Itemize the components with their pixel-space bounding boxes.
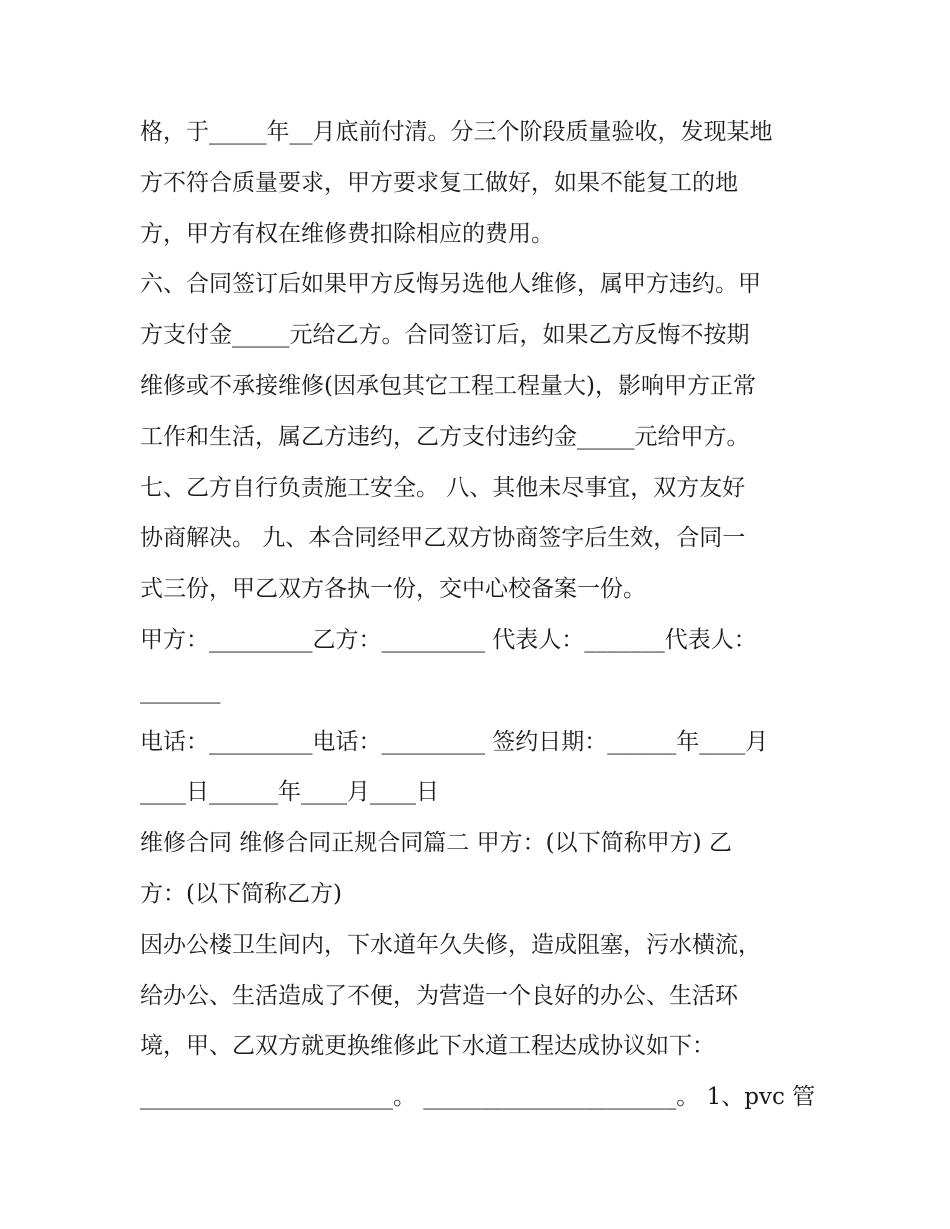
text-line: 方，甲方有权在维修费扣除相应的费用。 — [140, 220, 554, 247]
text-line: 维修或不承接维修(因承包其它工程工程量大)，影响甲方正常 — [140, 372, 756, 399]
text-line: 协商解决。 九、本合同经甲乙双方协商签字后生效，合同一 — [140, 525, 746, 552]
text-line: 工作和生活，属乙方违约，乙方支付违约金_____元给甲方。 — [140, 423, 750, 450]
text-line: 方不符合质量要求，甲方要求复工做好，如果不能复工的地 — [140, 169, 738, 196]
text-line: 方支付金_____元给乙方。合同签订后，如果乙方反悔不按期 — [140, 322, 750, 349]
text-line: 六、合同签订后如果甲方反悔另选他人维修，属甲方违约。甲 — [140, 271, 761, 298]
section-heading: 方：(以下简称乙方) — [140, 880, 342, 907]
text-line: ______________________。 ______________________。 1、pvc 管 — [140, 1084, 816, 1111]
phone-date-line: 电话：_________电话：_________ 签约日期：______年____月 — [140, 728, 769, 755]
contract-body-text — [140, 107, 820, 1123]
text-line: 式三份，甲乙双方各执一份，交中心校备案一份。 — [140, 576, 646, 603]
section-heading: 维修合同 维修合同正规合同篇二 甲方：(以下简称甲方) 乙 — [140, 830, 732, 857]
text-line: 境，甲、乙双方就更换维修此下水道工程达成协议如下： — [140, 1033, 715, 1060]
text-line: 因办公楼卫生间内，下水道年久失修，造成阻塞，污水横流， — [140, 931, 761, 958]
signature-line: _______ — [140, 677, 221, 704]
text-line: 七、乙方自行负责施工安全。 八、其他未尽事宜，双方友好 — [140, 474, 746, 501]
phone-date-line: ____日______年____月____日 — [140, 779, 439, 806]
text-line: 格，于_____年__月底前付清。分三个阶段质量验收，发现某地 — [140, 119, 773, 145]
signature-line: 甲方：_________乙方：_________ 代表人：_______代表人： — [140, 626, 757, 653]
text-line: 给办公、生活造成了不便，为营造一个良好的办公、生活环 — [140, 982, 738, 1009]
